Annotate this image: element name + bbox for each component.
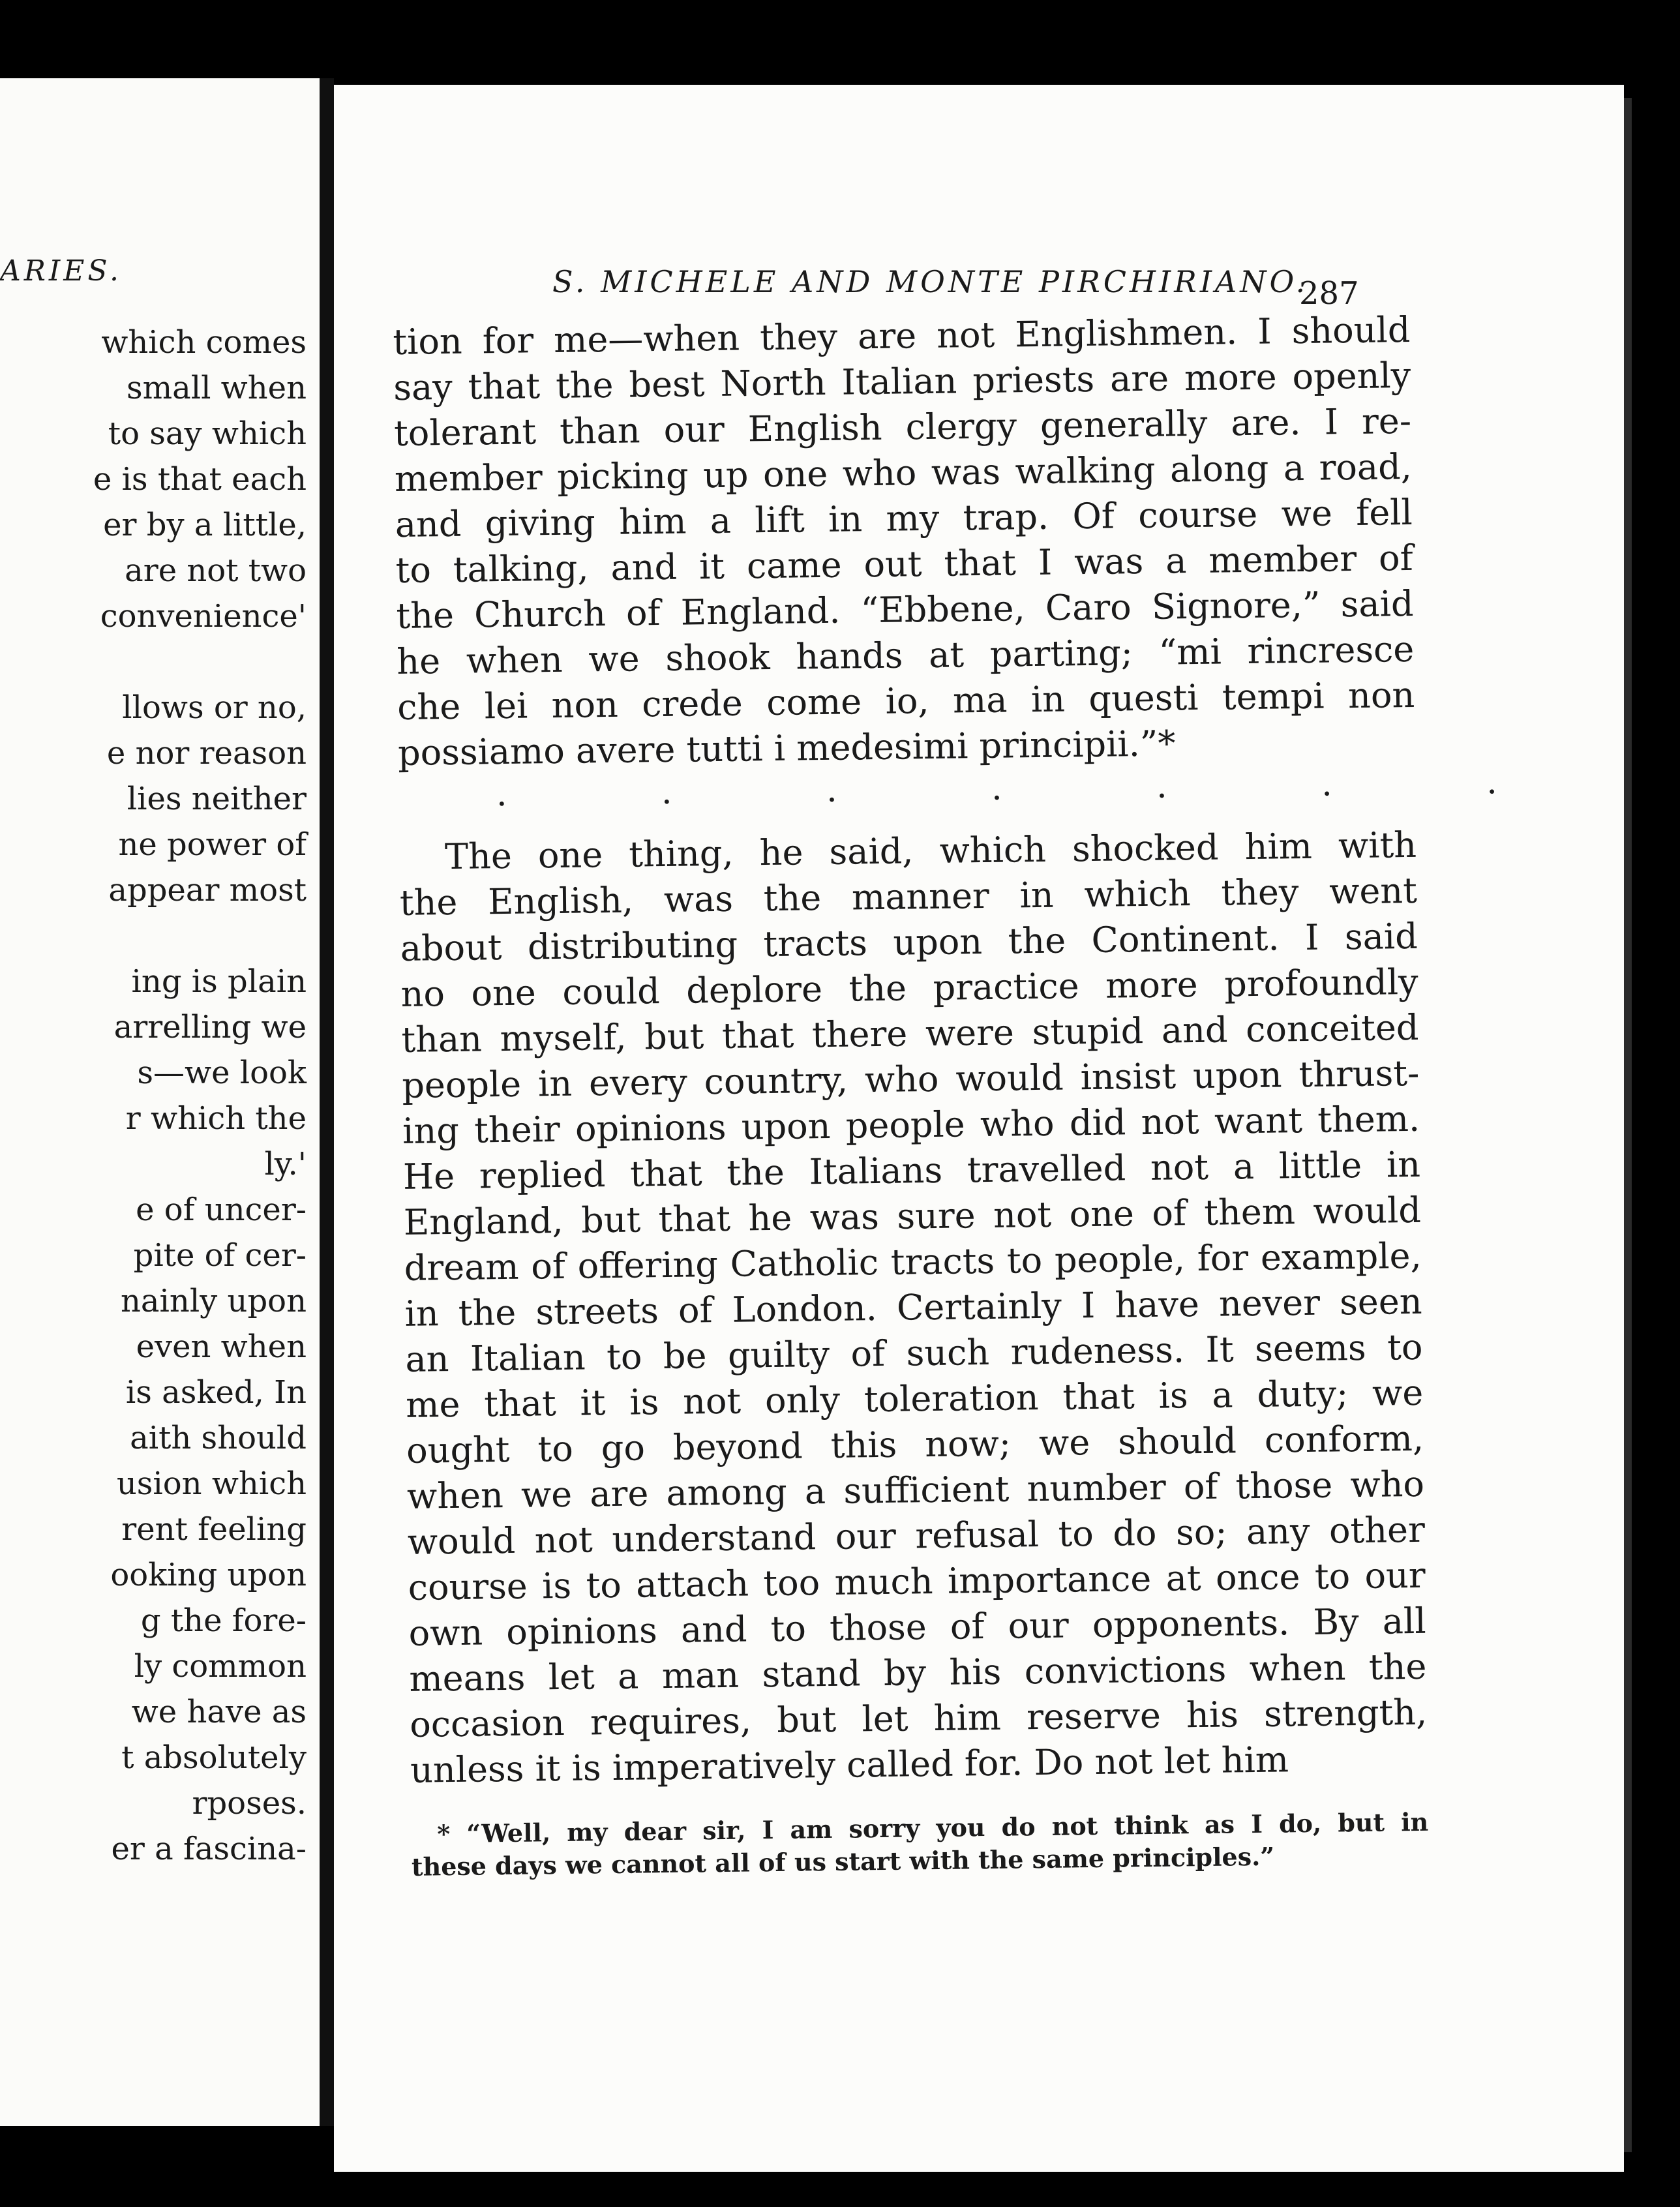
facing-page-line: is asked, In (125, 1374, 307, 1411)
text-line: possiamo avere tutti i medesimi principii.”* (397, 723, 1176, 773)
facing-page-line: aith should (130, 1420, 307, 1456)
facing-page-line: s—we look (137, 1055, 307, 1091)
facing-page-line (0, 913, 307, 959)
paragraph-2 (399, 822, 1428, 1794)
footnote (411, 1806, 1429, 1884)
facing-page-line: r which the (125, 1100, 307, 1137)
book-page (334, 85, 1624, 2172)
text-line: when we are among a sufficient number of those who (406, 1463, 1425, 1517)
facing-page-line: appear most (108, 872, 307, 908)
text-line: ing their opinions upon people who did not want them. (402, 1098, 1420, 1152)
text-line: dream of offering Catholic tracts to people, for example, (404, 1235, 1422, 1289)
facing-page-line (0, 639, 307, 685)
facing-page-line: small when (126, 370, 307, 406)
body-text (393, 307, 1570, 1884)
text-line: own opinions and to those of our opponents. By all (408, 1600, 1426, 1654)
text-line: would not understand our refusal to do so; any other (407, 1509, 1426, 1563)
page-number: 287 (1299, 275, 1359, 312)
facing-page-line: e of uncer- (136, 1192, 307, 1228)
text-line: in the streets of London. Certainly I have never seen (404, 1280, 1422, 1334)
text-line: no one could deplore the practice more profoundly (400, 961, 1418, 1015)
facing-page-line: which comes (101, 324, 307, 361)
page-edge (1624, 98, 1632, 2152)
facing-page-line: ing is plain (131, 963, 307, 1000)
text-line: than myself, but that there were stupid and conceited (401, 1006, 1419, 1060)
text-line: tolerant than our English clergy generally are. I re- (393, 400, 1412, 454)
facing-page-line: t absolutely (121, 1739, 307, 1776)
text-line: people in every country, who would insist upon thrust- (401, 1052, 1420, 1106)
ellipsis-separator: . . . . . . . (496, 762, 1570, 815)
text-line: the English, was the manner in which they went (399, 869, 1418, 923)
footnote-line: * “Well, my dear sir, I am sorry you do not think as I do, but in (437, 1807, 1429, 1849)
text-line: member picking up one who was walking along a road, (394, 445, 1413, 500)
facing-page-line: llows or no, (122, 689, 307, 726)
text-line: The one thing, he said, which shocked him with (444, 824, 1417, 878)
text-line: an Italian to be guilty of such rudeness. It seems to (405, 1326, 1423, 1380)
facing-page-line: arrelling we (113, 1009, 307, 1045)
facing-page-line: g the fore- (140, 1602, 307, 1639)
facing-page-line: we have as (131, 1694, 307, 1730)
text-line: tion for me—when they are not Englishmen. I should (393, 308, 1411, 363)
facing-page-line: rposes. (192, 1785, 307, 1822)
footnote-line: these days we cannot all of us start with the same principles.” (411, 1841, 1275, 1882)
facing-page-line: lies neither (127, 781, 307, 817)
text-line: means let a man stand by his convictions when the (409, 1645, 1427, 1700)
facing-page-line: even when (136, 1329, 307, 1365)
facing-page-line: e nor reason (106, 735, 307, 772)
text-line: unless it is imperatively called for. Do not let him (410, 1739, 1289, 1791)
facing-page-running-head: ARIES. (0, 254, 122, 288)
facing-page-line: er a fascina- (111, 1831, 307, 1867)
text-line: ought to go beyond this now; we should conform, (406, 1417, 1424, 1471)
facing-page-line: ly.' (264, 1146, 307, 1182)
text-line: me that it is not only toleration that is a duty; we (405, 1372, 1424, 1426)
text-line: say that the best North Italian priests are more openly (393, 354, 1411, 408)
running-head: S. MICHELE AND MONTE PIRCHIRIANO. (552, 264, 1309, 299)
text-line: che lei non crede come io, ma in questi tempi non (397, 674, 1415, 728)
facing-page-line: are not two (125, 552, 307, 589)
text-line: the Church of England. “Ebbene, Caro Signore,” said (396, 582, 1414, 637)
facing-page-line: ne power of (118, 826, 307, 863)
facing-page-line: nainly upon (121, 1283, 307, 1319)
text-line: course is to attach too much importance at once to our (408, 1554, 1426, 1608)
facing-page-line: ooking upon (110, 1557, 307, 1593)
paragraph-1 (393, 307, 1415, 776)
text-line: about distributing tracts upon the Continent. I said (400, 915, 1418, 969)
facing-page (0, 78, 320, 2126)
text-line: and giving him a lift in my trap. Of course we fell (395, 491, 1413, 545)
facing-page-line: pite of cer- (133, 1237, 307, 1274)
text-line: to talking, and it came out that I was a member of (395, 537, 1413, 591)
facing-page-line: e is that each (93, 461, 307, 498)
facing-page-line: convenience' (100, 598, 307, 635)
text-line: England, but that he was sure not one of them would (403, 1189, 1422, 1243)
text-line: He replied that the Italians travelled not a little in (402, 1143, 1421, 1197)
facing-page-line: er by a little, (103, 507, 307, 543)
facing-page-line: usion which (116, 1465, 307, 1502)
facing-page-line: to say which (108, 415, 307, 452)
facing-page-text (0, 320, 307, 1872)
text-line: he when we shook hands at parting; “mi rincresce (397, 628, 1415, 682)
facing-page-line: rent feeling (121, 1511, 307, 1548)
book-spine (320, 78, 334, 2126)
facing-page-line: ly common (134, 1648, 307, 1685)
text-line: occasion requires, but let him reserve his strength, (409, 1691, 1428, 1745)
